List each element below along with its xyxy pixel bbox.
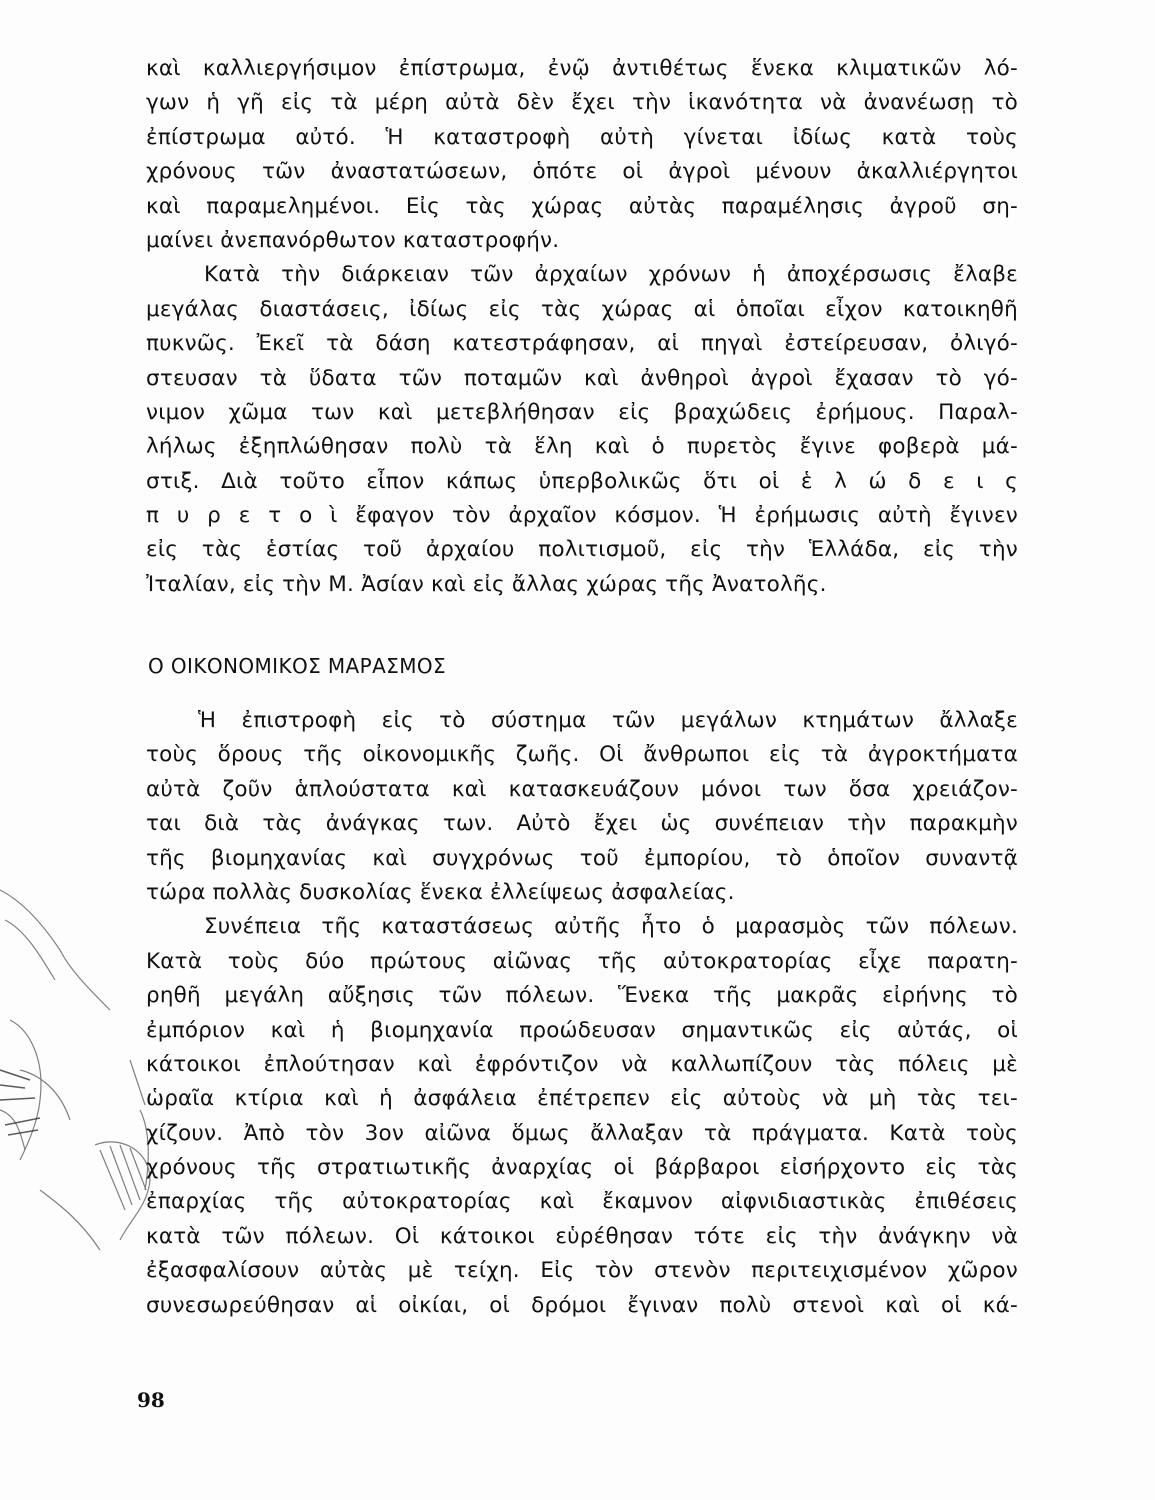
text-line: εἰς τὰς ἑστίας τοῦ ἀρχαίου πολιτισμοῦ, εἰς τὴν Ἑλλάδα, εἰς τὴν (146, 537, 1018, 563)
text-line: κάτοικοι ἐπλούτησαν καὶ ἐφρόντιζον νὰ καλλωπίζουν τὰς πόλεις μὲ (146, 1051, 1018, 1077)
text-top-section (146, 52, 1018, 602)
text-line: κατὰ τῶν πόλεων. Οἱ κάτοικοι εὑρέθησαν τότε εἰς τὴν ἀνάγκην νὰ (146, 1223, 1018, 1249)
text-line: Κατὰ τοὺς δύο πρώτους αἰῶνας τῆς αὐτοκρατορίας εἶχε παρατη- (146, 948, 1018, 974)
text-line: Ἰταλίαν, εἰς τὴν Μ. Ἀσίαν καὶ εἰς ἄλλας χώρας τῆς Ἀνατολῆς. (146, 571, 827, 597)
text-line: ρηθῆ μεγάλη αὔξησις τῶν πόλεων. Ἕνεκα τῆς μακρᾶς εἰρήνης τὸ (146, 983, 1018, 1009)
page-number: 98 (137, 1388, 165, 1412)
text-line: αὐτὰ ζοῦν ἁπλούστατα καὶ κατασκευάζουν μόνοι των ὅσα χρειάζον- (146, 776, 1018, 802)
text-line: στιξ. Διὰ τοῦτο εἶπον κάπως ὑπερβολικῶς ὅτι οἱ ἑ λ ώ δ ε ι ς (146, 468, 1018, 494)
text-line: νιμον χῶμα των καὶ μετεβλήθησαν εἰς βραχώδεις ἐρήμους. Παραλ- (146, 399, 1018, 425)
text-line: τώρα πολλὰς δυσκολίας ἕνεκα ἐλλείψεως ἀσφαλείας. (146, 879, 735, 905)
text-line: τῆς βιομηχανίας καὶ συγχρόνως τοῦ ἐμπορίου, τὸ ὁποῖον συναντᾷ (146, 845, 1018, 871)
text-line: μαίνει ἀνεπανόρθωτον καταστροφήν. (146, 227, 560, 253)
text-line: συνεσωρεύθησαν αἱ οἰκίαι, οἱ δρόμοι ἔγιναν πολὺ στενοὶ καὶ οἱ κά- (146, 1292, 1018, 1318)
text-line: χίζουν. Ἀπὸ τὸν 3ον αἰῶνα ὅμως ἄλλαξαν τὰ πράγματα. Κατὰ τοὺς (146, 1120, 1018, 1146)
text-line: ἐπαρχίας τῆς αὐτοκρατορίας καὶ ἔκαμνον αἰφνιδιαστικὰς ἐπιθέσεις (146, 1189, 1018, 1215)
text-line: λήλως ἐξηπλώθησαν πολὺ τὰ ἕλη καὶ ὁ πυρετὸς ἔγινε φοβερὰ μά- (146, 434, 1018, 460)
text-line: ὡραῖα κτίρια καὶ ἡ ἀσφάλεια ἐπέτρεπεν εἰς αὐτοὺς νὰ μὴ τὰς τει- (146, 1086, 1018, 1112)
text-line: ται διὰ τὰς ἀνάγκας των. Αὐτὸ ἔχει ὡς συνέπειαν τὴν παρακμὴν (146, 811, 1018, 837)
text-line: μεγάλας διαστάσεις, ἰδίως εἰς τὰς χώρας αἱ ὁποῖαι εἶχον κατοικηθῆ (146, 296, 1018, 322)
text-line: π υ ρ ε τ ο ὶ ἔφαγον τὸν ἀρχαῖον κόσμον. Ἡ ἐρήμωσις αὐτὴ ἔγινεν (146, 503, 1018, 529)
text-line: ἐξασφαλίσουν αὐτὰς μὲ τείχη. Εἰς τὸν στενὸν περιτειχισμένον χῶρον (146, 1258, 1018, 1284)
section-heading: Ο ΟΙΚΟΝΟΜΙΚΟΣ ΜΑΡΑΣΜΟΣ (148, 654, 447, 678)
text-line: ἐπίστρωμα αὐτό. Ἡ καταστροφὴ αὐτὴ γίνεται ἰδίως κατὰ τοὺς (146, 124, 1018, 150)
text-line: στευσαν τὰ ὕδατα τῶν ποταμῶν καὶ ἀνθηροὶ ἀγροὶ ἔχασαν τὸ γό- (146, 365, 1018, 391)
text-line: Κατὰ τὴν διάρκειαν τῶν ἀρχαίων χρόνων ἡ ἀποχέρσωσις ἔλαβε (204, 262, 1018, 288)
text-line: πυκνῶς. Ἐκεῖ τὰ δάση κατεστράφησαν, αἱ πηγαὶ ἐστείρευσαν, ὀλιγό- (146, 331, 1018, 357)
text-line: τοὺς ὅρους τῆς οἰκονομικῆς ζωῆς. Οἱ ἄνθρωποι εἰς τὰ ἀγροκτήματα (146, 742, 1018, 768)
text-line: χρόνους τῆς στρατιωτικῆς ἀναρχίας οἱ βάρβαροι εἰσήρχοντο εἰς τὰς (146, 1155, 1018, 1181)
text-line: Ἡ ἐπιστροφὴ εἰς τὸ σύστημα τῶν μεγάλων κτημάτων ἄλλαξε (198, 708, 1018, 733)
text-line: γων ἡ γῆ εἰς τὰ μέρη αὐτὰ δὲν ἔχει τὴν ἱκανότητα νὰ ἀνανέωσῃ τὸ (146, 90, 1018, 116)
text-line: καὶ παραμελημένοι. Εἰς τὰς χώρας αὐτὰς παραμέλησις ἀγροῦ ση- (146, 193, 1018, 219)
text-line: χρόνους τῶν ἀναστατώσεων, ὁπότε οἱ ἀγροὶ μένουν ἀκαλλιέργητοι (146, 159, 1018, 185)
text-bottom-section (146, 704, 1018, 1323)
text-line: ἐμπόριον καὶ ἡ βιομηχανία προώδευσαν σημαντικῶς εἰς αὐτάς, οἱ (146, 1017, 1018, 1043)
text-line: καὶ καλλιεργήσιμον ἐπίστρωμα, ἐνῷ ἀντιθέτως ἕνεκα κλιματικῶν λό- (146, 56, 1018, 81)
text-line: Συνέπεια τῆς καταστάσεως αὐτῆς ἦτο ὁ μαρασμὸς τῶν πόλεων. (204, 914, 1018, 940)
